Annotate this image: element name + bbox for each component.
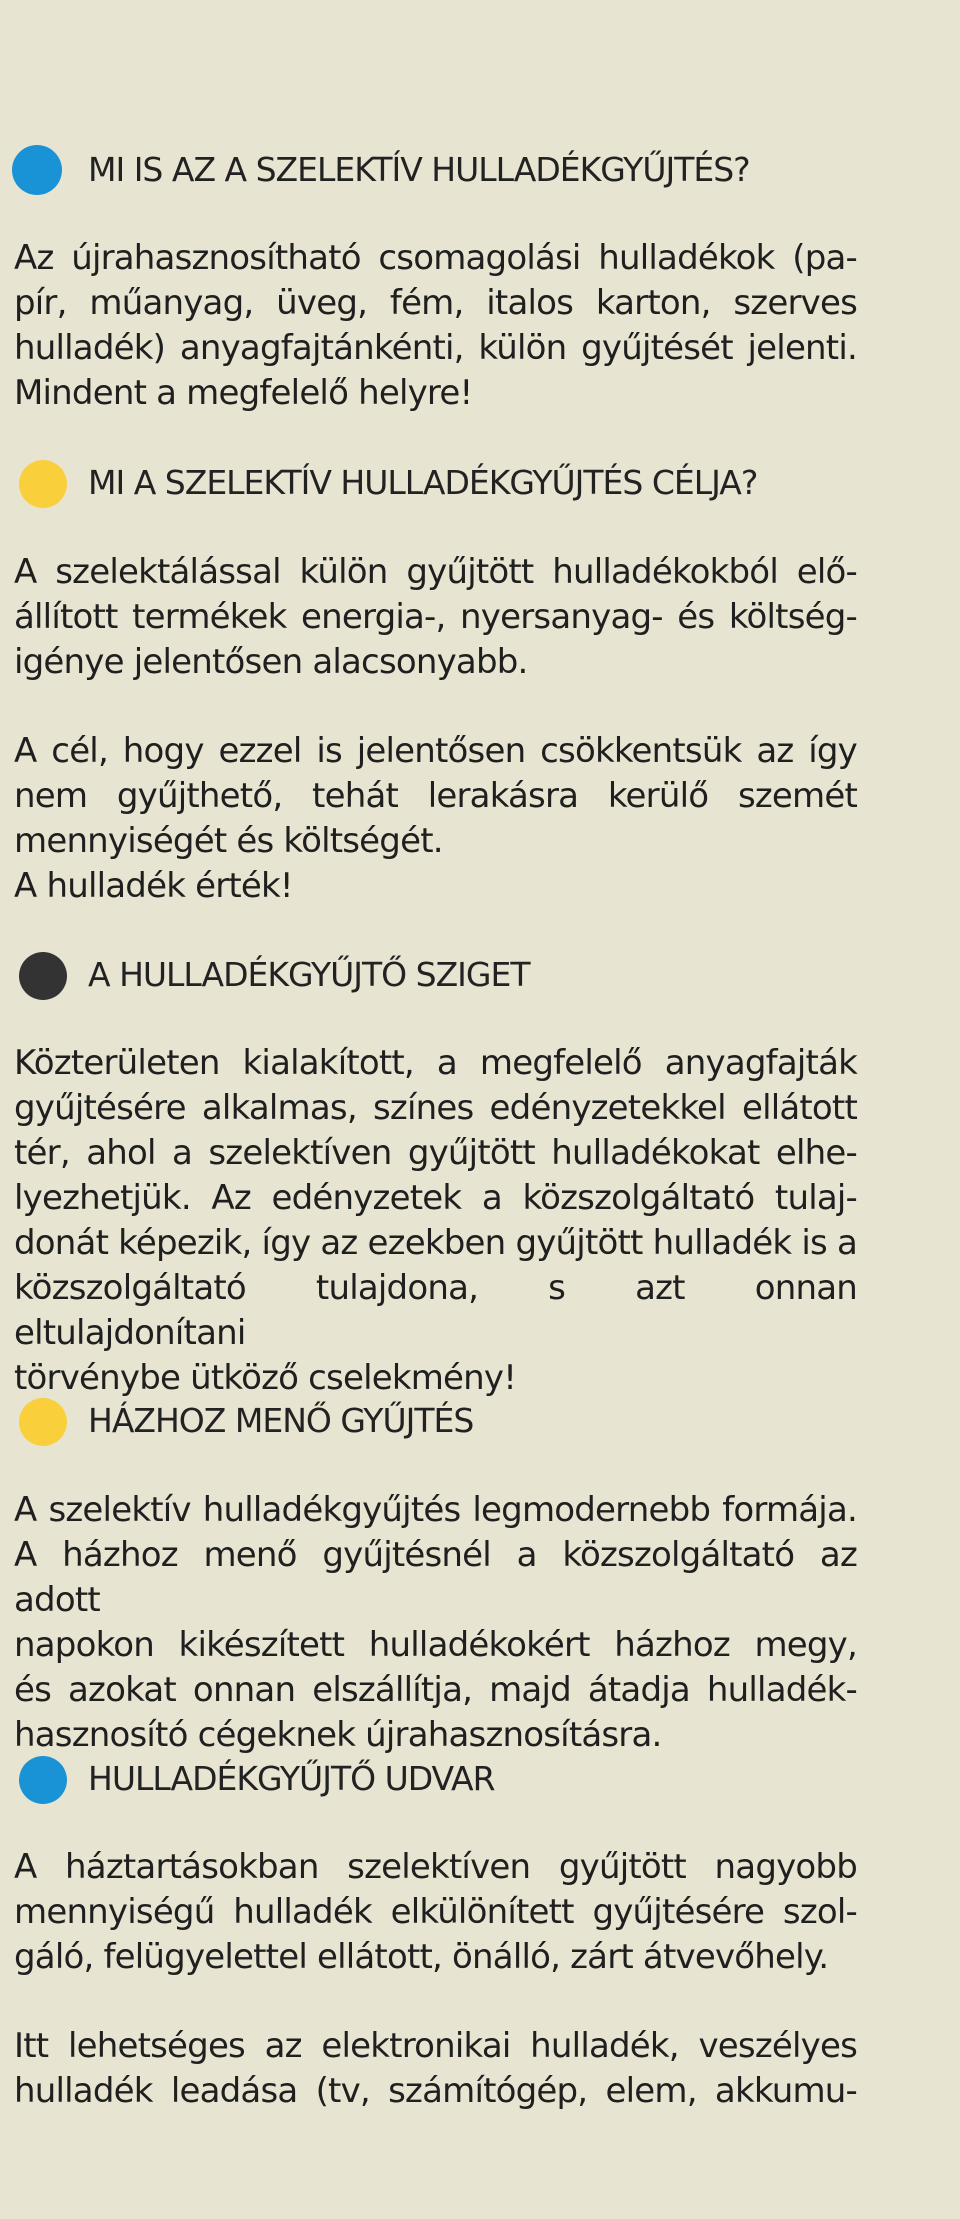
paragraph-line: állított termékek energia-, nyersanyag- és költség- <box>14 597 857 637</box>
section-heading-row <box>0 1391 960 1451</box>
paragraph-line: nem gyűjthető, tehát lerakásra kerülő szemét <box>14 776 857 816</box>
paragraph-line: tér, ahol a szelektíven gyűjtött hulladékokat elhe- <box>14 1133 857 1173</box>
section-heading-row <box>0 140 960 200</box>
section-paragraph <box>14 2024 857 2114</box>
yellow-circle-icon <box>19 1398 67 1446</box>
paragraph-line: A cél, hogy ezzel is jelentősen csökkentsük az így <box>14 731 857 771</box>
section-heading: A HULLADÉKGYŰJTŐ SZIGET <box>88 955 530 994</box>
section-heading-row <box>0 1749 960 1809</box>
yellow-circle-icon <box>19 460 67 508</box>
section-collection-yard <box>0 1749 960 2111</box>
paragraph-line: Közterületen kialakított, a megfelelő anyagfajták <box>14 1043 857 1083</box>
paragraph-line: lyezhetjük. Az edényzetek a közszolgáltató tulaj- <box>14 1178 857 1218</box>
paragraph-line: Itt lehetséges az elektronikai hulladék, veszélyes <box>14 2026 857 2066</box>
paragraph-line: Mindent a megfelelő helyre! <box>14 373 473 413</box>
section-door-to-door <box>0 1391 960 1755</box>
section-what-is-selective <box>0 140 960 413</box>
section-paragraph <box>14 236 857 416</box>
section-heading-row <box>0 453 960 513</box>
paragraph-line: és azokat onnan elszállítja, majd átadja hulladék- <box>14 1670 857 1710</box>
paragraph-line: napokon kikészített hulladékokért házhoz megy, <box>14 1625 857 1665</box>
blue-circle-icon <box>12 145 62 195</box>
paragraph-line: A háztartásokban szelektíven gyűjtött nagyobb <box>14 1847 857 1887</box>
section-paragraph <box>14 1041 857 1401</box>
paragraph-line: donát képezik, így az ezekben gyűjtött hulladék is a <box>14 1223 857 1263</box>
paragraph-line: igénye jelentősen alacsonyabb. <box>14 642 528 682</box>
paragraph-line: hulladék) anyagfajtánkénti, külön gyűjtését jelenti. <box>14 328 857 368</box>
paragraph-line: Az újrahasznosítható csomagolási hulladékok (pa- <box>14 238 857 278</box>
section-heading: HÁZHOZ MENŐ GYŰJTÉS <box>88 1401 474 1440</box>
section-paragraph <box>14 1845 857 1980</box>
section-heading: MI IS AZ A SZELEKTÍV HULLADÉKGYŰJTÉS? <box>88 150 750 189</box>
paragraph-line: mennyiségű hulladék elkülönített gyűjtésére szol- <box>14 1892 857 1932</box>
blue-circle-icon <box>19 1756 67 1804</box>
paragraph-line: törvénybe ütköző cselekmény! <box>14 1358 517 1398</box>
paragraph-line: gáló, felügyelettel ellátott, önálló, zárt átvevőhely. <box>14 1937 829 1977</box>
paragraph-line: A szelektív hulladékgyűjtés legmodernebb formája. <box>14 1490 857 1530</box>
section-heading-row <box>0 945 960 1005</box>
section-paragraph <box>14 1488 857 1758</box>
section-heading: HULLADÉKGYŰJTŐ UDVAR <box>88 1759 495 1798</box>
paragraph-line: közszolgáltató tulajdona, s azt onnan eltulajdonítani <box>14 1268 857 1353</box>
section-goal <box>0 453 960 906</box>
section-heading: MI A SZELEKTÍV HULLADÉKGYŰJTÉS CÉLJA? <box>88 463 758 502</box>
paragraph-line: hulladék leadása (tv, számítógép, elem, akkumu- <box>14 2071 857 2111</box>
paragraph-line: gyűjtésére alkalmas, színes edényzetekkel ellátott <box>14 1088 857 1128</box>
paragraph-line: A hulladék érték! <box>14 866 293 906</box>
paragraph-line: mennyiségét és költségét. <box>14 821 443 861</box>
section-collection-island <box>0 945 960 1398</box>
paragraph-line: A szelektálással külön gyűjtött hulladékokból elő- <box>14 552 857 592</box>
black-circle-icon <box>19 952 67 1000</box>
paragraph-line: hasznosító cégeknek újrahasznosításra. <box>14 1715 662 1755</box>
section-paragraph <box>14 550 857 685</box>
section-paragraph <box>14 729 857 909</box>
paragraph-line: pír, műanyag, üveg, fém, italos karton, szerves <box>14 283 857 323</box>
paragraph-line: A házhoz menő gyűjtésnél a közszolgáltató az adott <box>14 1535 857 1620</box>
